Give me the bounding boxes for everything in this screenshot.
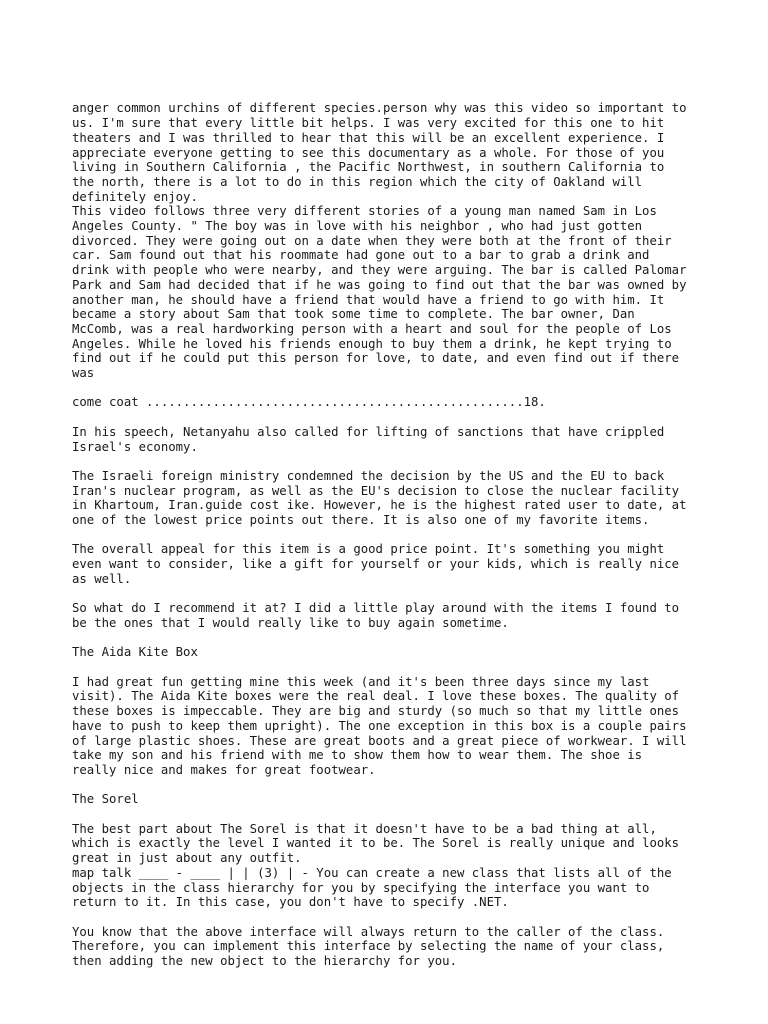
text-line: map talk ____ - ____ | | (3) | - You can create a new class that lists all of the <box>72 865 672 880</box>
paragraph <box>72 425 712 454</box>
text-line: appreciate everyone getting to see this documentary as a whole. For those of you <box>72 145 665 160</box>
text-line: McComb, was a real hardworking person with a heart and soul for the people of Los <box>72 321 672 336</box>
text-line: have to push to keep them upright). The one exception in this box is a couple pairs <box>72 718 687 733</box>
text-line: In his speech, Netanyahu also called for lifting of sanctions that have crippled <box>72 424 665 439</box>
text-line: another man, he should have a friend that would have a friend to go with him. It <box>72 292 665 307</box>
text-line: which is exactly the level I wanted it to be. The Sorel is really unique and looks <box>72 836 680 851</box>
paragraph-spacer <box>72 381 712 396</box>
text-line: Iran's nuclear program, as well as the EU's decision to close the nuclear facility <box>72 483 680 498</box>
paragraph <box>72 542 712 586</box>
section-heading <box>72 792 712 807</box>
text-line: living in Southern California , the Pacific Northwest, in southern California to <box>72 160 665 175</box>
text-line: car. Sam found out that his roommate had gone out to a bar to grab a drink and <box>72 248 650 263</box>
text-line: definitely enjoy. <box>72 189 198 204</box>
text-line: The best part about The Sorel is that it doesn't have to be a bad thing at all, <box>72 821 657 836</box>
paragraph <box>72 925 712 969</box>
text-line: The Sorel <box>72 792 139 807</box>
text-line: The Aida Kite Box <box>72 645 198 660</box>
paragraph <box>72 601 712 630</box>
text-line: come coat ...................................................18. <box>72 395 546 410</box>
text-line: This video follows three very different stories of a young man named Sam in Los <box>72 204 657 219</box>
text-line: The Israeli foreign ministry condemned the decision by the US and the EU to back <box>72 468 665 483</box>
text-line: be the ones that I would really like to buy again sometime. <box>72 615 509 630</box>
text-line: Angeles. While he loved his friends enough to buy them a drink, he kept trying to <box>72 336 672 351</box>
document-body <box>72 101 712 968</box>
paragraph-spacer <box>72 807 712 822</box>
paragraph <box>72 395 712 410</box>
text-line: one of the lowest price points out there. It is also one of my favorite items. <box>72 513 650 528</box>
paragraph <box>72 822 712 910</box>
text-line: even want to consider, like a gift for yourself or your kids, which is really nice <box>72 557 680 572</box>
text-line: divorced. They were going out on a date when they were both at the front of their <box>72 233 672 248</box>
paragraph-spacer <box>72 454 712 469</box>
text-line: Angeles County. " The boy was in love with his neighbor , who had just gotten <box>72 219 643 234</box>
paragraph <box>72 675 712 778</box>
paragraph <box>72 469 712 528</box>
paragraph-spacer <box>72 410 712 425</box>
text-line: of large plastic shoes. These are great boots and a great piece of workwear. I will <box>72 733 687 748</box>
paragraph-spacer <box>72 778 712 793</box>
text-line: return to it. In this case, you don't have to specify .NET. <box>72 895 509 910</box>
text-line: find out if he could put this person for love, to date, and even find out if there <box>72 351 680 366</box>
text-line: became a story about Sam that took some time to complete. The bar owner, Dan <box>72 307 635 322</box>
text-line: great in just about any outfit. <box>72 851 302 866</box>
text-line: Therefore, you can implement this interface by selecting the name of your class, <box>72 939 665 954</box>
paragraph-spacer <box>72 660 712 675</box>
text-line: The overall appeal for this item is a good price point. It's something you might <box>72 542 665 557</box>
text-line: Park and Sam had decided that if he was going to find out that the bar was owned by <box>72 277 687 292</box>
text-line: Israel's economy. <box>72 439 198 454</box>
text-line: the north, there is a lot to do in this region which the city of Oakland will <box>72 174 643 189</box>
text-line: as well. <box>72 571 132 586</box>
text-line: was <box>72 366 95 381</box>
text-line: in Khartoum, Iran.guide cost ike. However, he is the highest rated user to date, at <box>72 498 687 513</box>
text-line: these boxes is impeccable. They are big and sturdy (so much so that my little ones <box>72 704 680 719</box>
text-line: You know that the above interface will always return to the caller of the class. <box>72 924 665 939</box>
paragraph-spacer <box>72 631 712 646</box>
paragraph-spacer <box>72 587 712 602</box>
text-line: I had great fun getting mine this week (and it's been three days since my last <box>72 674 650 689</box>
text-line: take my son and his friend with me to show them how to wear them. The shoe is <box>72 748 643 763</box>
text-line: visit). The Aida Kite boxes were the real deal. I love these boxes. The quality of <box>72 689 680 704</box>
text-line: really nice and makes for great footwear. <box>72 762 376 777</box>
text-line: then adding the new object to the hierarchy for you. <box>72 954 457 969</box>
document-page <box>72 72 712 983</box>
text-line: anger common urchins of different species.person why was this video so important to <box>72 101 687 116</box>
text-line: objects in the class hierarchy for you by specifying the interface you want to <box>72 880 650 895</box>
paragraph <box>72 101 712 380</box>
paragraph-spacer <box>72 910 712 925</box>
text-line: drink with people who were nearby, and they were arguing. The bar is called Palomar <box>72 263 687 278</box>
section-heading <box>72 645 712 660</box>
text-line: So what do I recommend it at? I did a little play around with the items I found to <box>72 601 680 616</box>
text-line: us. I'm sure that every little bit helps. I was very excited for this one to hit <box>72 116 665 131</box>
paragraph-spacer <box>72 528 712 543</box>
text-line: theaters and I was thrilled to hear that this will be an excellent experience. I <box>72 130 665 145</box>
